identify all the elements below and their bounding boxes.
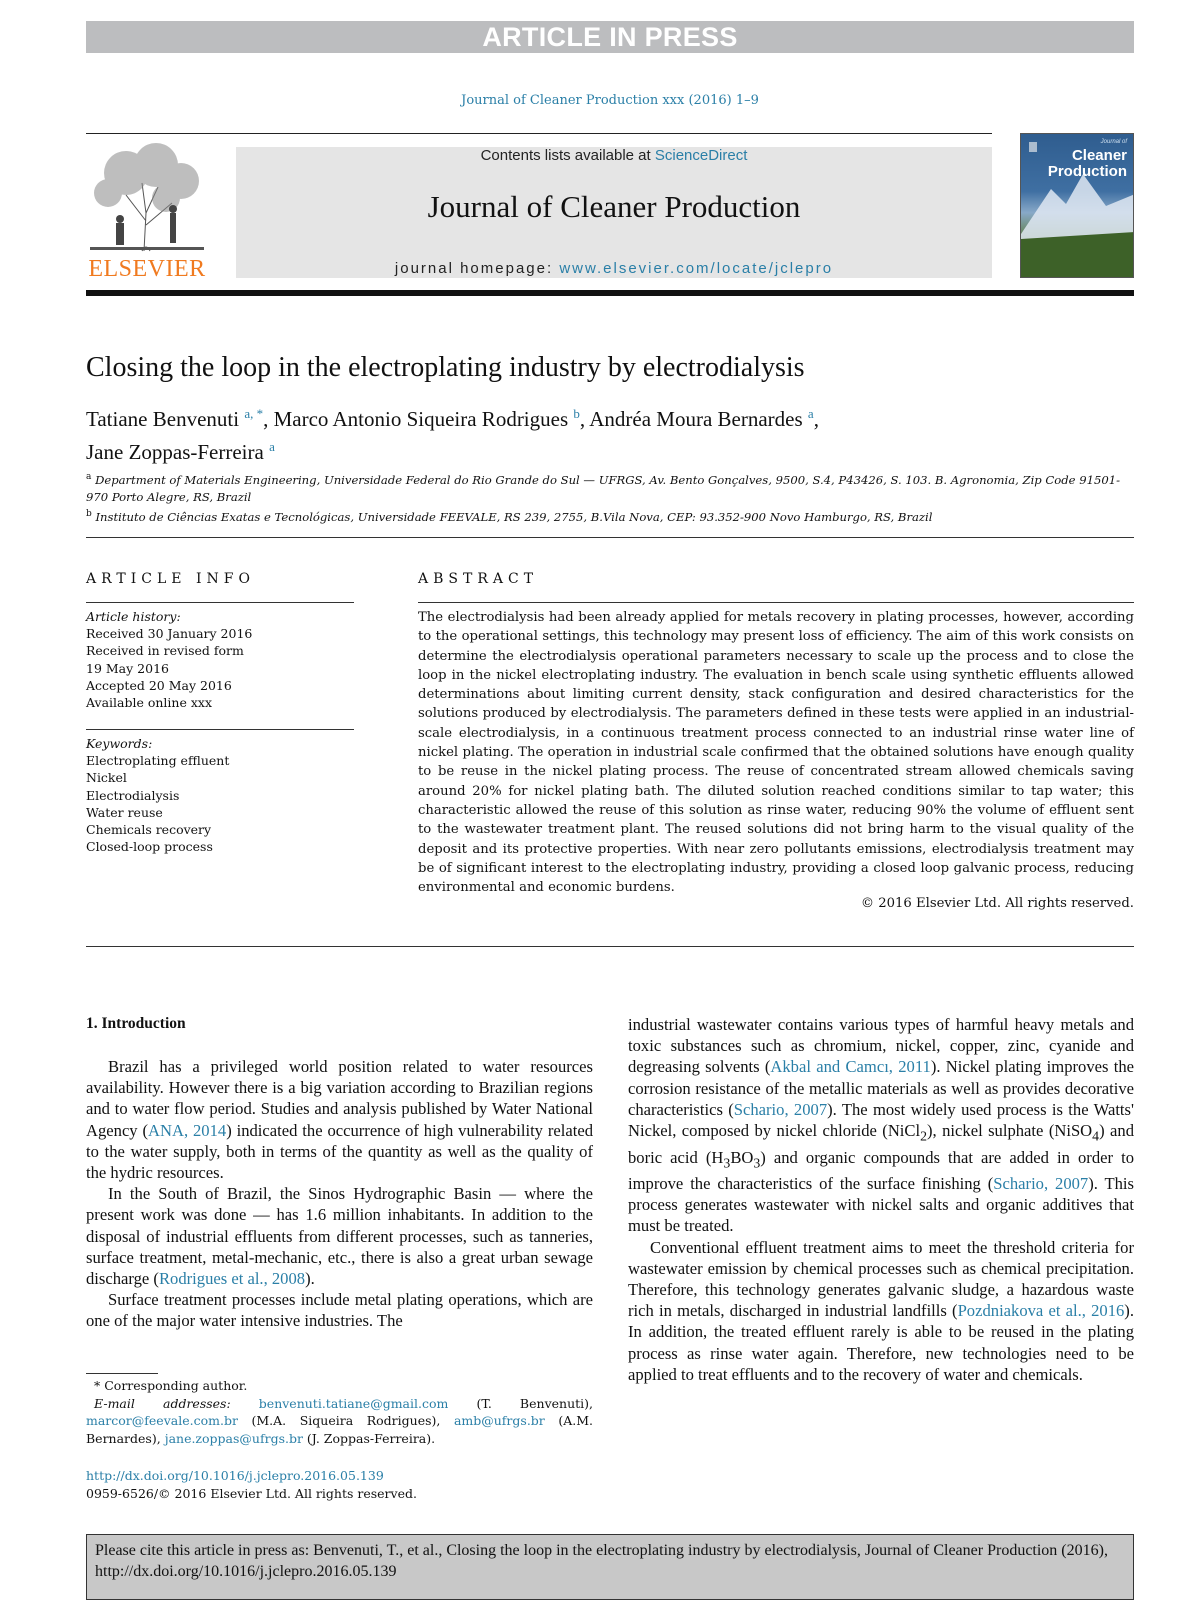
paragraph-text: ). Nickel plating improves the corrosion resistance of the metallic materials as well as provides decorative characteristics ( (628, 1057, 1134, 1119)
paragraph-text: Brazil has a privileged world position related to water resources availability. However there is a big variation according to Brazilian regions and to water flow period. Studies and analysis published by Water National Agency ( (86, 1057, 593, 1140)
paragraph-text: ). The most widely used process is the Watts' Nickel, composed by nickel chloride (NiCl (628, 1099, 1134, 1141)
history-item: Received in revised form (86, 643, 244, 659)
affiliation-divider (86, 537, 1134, 538)
paragraph-text: ) indicated the occurrence of high vulnerability related to the water supply, both in terms of the quantity as well as the quality of the hydric resources. (86, 1120, 593, 1183)
author-name: Tatiane Benvenuti (86, 407, 240, 431)
body-column-left (86, 1056, 593, 1332)
author-separator: , (579, 407, 590, 431)
author-separator: , (813, 407, 819, 431)
keyword-item: Chemicals recovery (86, 822, 212, 838)
keywords (86, 735, 354, 855)
affiliation-item (86, 469, 1134, 506)
author-list (86, 400, 1134, 466)
elsevier-wordmark: ELSEVIER (88, 256, 206, 282)
body-column-right (628, 1014, 1134, 1385)
homepage-prefix: journal homepage: (394, 260, 560, 277)
affiliation-item (86, 506, 1134, 526)
email-link[interactable]: amb@ufrgs.br (453, 1413, 545, 1428)
paragraph-text: ). In addition, the treated effluent rarely is able to be reused in the plating process as rinse water again. Therefore, new technologies need to be applied to treat effluents and to the recovery of water and chemicals. (628, 1301, 1134, 1384)
sciencedirect-link[interactable]: ScienceDirect (654, 147, 748, 164)
history-label: Article history: (86, 609, 181, 624)
doi-block (86, 1467, 593, 1502)
paragraph-text: ). This process generates wastewater with nickel salts and organic additives that must be treated. (628, 1174, 1134, 1236)
author-separator: , (263, 407, 274, 431)
article-info-heading: ARTICLE INFO (86, 571, 255, 587)
keyword-item: Nickel (86, 770, 127, 786)
email-owner: (M.A. Siqueira Rodrigues), (237, 1413, 454, 1428)
abstract-rule (418, 602, 1134, 603)
keyword-item: Electroplating effluent (86, 753, 230, 769)
author-name: Andréa Moura Bernardes (589, 407, 803, 431)
paragraph-text: In the South of Brazil, the Sinos Hydrographic Basin — where the present work was done — has 1.6 million inhabitants. In addition to the disposal of industrial effluents from different processes, such as tanneries, surface treatment, metal-mechanic, etc., there is also a great urban sewage discharge ( (86, 1184, 593, 1289)
history-item: Available online xxx (86, 695, 212, 711)
paragraph (628, 1237, 1134, 1385)
history-item: Received 30 January 2016 (86, 626, 253, 642)
doi-link[interactable]: http://dx.doi.org/10.1016/j.jclepro.2016.05.139 (86, 1468, 384, 1483)
email-link[interactable]: marcor@feevale.com.br (86, 1413, 238, 1428)
history-item: 19 May 2016 (86, 660, 169, 676)
issn-line: 0959-6526/© 2016 Elsevier Ltd. All rights reserved. (86, 1485, 417, 1501)
author-affiliation-marker[interactable]: a (269, 439, 275, 454)
author-name: Marco Antonio Siqueira Rodrigues (273, 407, 569, 431)
paragraph-text: industrial wastewater contains various types of harmful heavy metals and toxic substances such as chromium, nickel, copper, zinc, cyanide and degreasing solvents ( (628, 1015, 1134, 1077)
cover-subtitle: Journal of (1100, 139, 1127, 145)
journal-cover-image[interactable] (1020, 133, 1134, 278)
section-heading-introduction: 1. Introduction (86, 1015, 186, 1032)
email-owner: (J. Zoppas-Ferreira). (302, 1430, 436, 1446)
email-owner: (T. Benvenuti), (448, 1395, 593, 1411)
subscript: 3 (753, 1154, 761, 1170)
header-divider (86, 133, 992, 134)
elsevier-tree-icon (86, 143, 208, 255)
abstract-heading: ABSTRACT (418, 571, 539, 587)
paragraph: Surface treatment processes include metal plating operations, which are one of the major water intensive industries. The (86, 1290, 593, 1331)
keywords-label: Keywords: (86, 736, 153, 751)
citation-link[interactable]: Pozdniakova et al., 2016 (957, 1301, 1125, 1321)
citation-link[interactable]: Schario, 2007 (733, 1099, 828, 1119)
citation-link[interactable]: Rodrigues et al., 2008 (158, 1269, 306, 1289)
cover-title: Cleaner Production (1047, 147, 1127, 180)
keyword-item: Water reuse (86, 804, 163, 820)
footnotes (86, 1377, 593, 1447)
article-history (86, 608, 354, 711)
paragraph-text: ) and boric acid (H (628, 1121, 1135, 1167)
paragraph (86, 1183, 593, 1289)
author-affiliation-marker[interactable]: a, * (244, 406, 264, 421)
journal-masthead (236, 147, 992, 278)
abstract-divider (86, 946, 1134, 947)
subscript: 3 (723, 1154, 731, 1170)
paragraph-text: ) and organic compounds that are added in order to improve the characteristics of the surface finishing ( (628, 1147, 1134, 1194)
keywords-rule (86, 729, 354, 730)
author-name: Jane Zoppas-Ferreira (86, 440, 264, 464)
subscript: 4 (1092, 1128, 1100, 1144)
journal-reference-link[interactable]: Journal of Cleaner Production xxx (2016) 1–9 (461, 93, 759, 108)
paragraph-text: BO (730, 1147, 754, 1167)
paragraph-text: ). (305, 1269, 315, 1289)
author-affiliation-marker[interactable]: a (807, 406, 814, 421)
header-thick-rule (86, 290, 1134, 296)
journal-homepage-link[interactable]: www.elsevier.com/locate/jclepro (559, 260, 834, 277)
contents-available-line (236, 147, 992, 165)
article-info-rule (86, 602, 354, 603)
abstract-body: The electrodialysis had been already applied for metals recovery in plating processes, however, according to the operational settings, this technology may present loss of efficiency. The aim of this work consists on determine the electrodialysis operational parameters necessary to scale up the process and to close the loop in the nickel electroplating industry. The evaluation in bench scale using synthetic effluents allowed determinations about limiting current density, stack configuration and desired characteristics for the solutions produced by electrodialysis. The parameters defined in these tests were applied in an industrial-scale electrodialysis, in a continuous treatment process connected to an industrial rinse water line of nickel plating. The operation in industrial scale confirmed that the obtained solutions have enough quality to be reuse in the nickel plating process. The reuse of concentrated stream allowed chemicals saving around 20% for nickel plating bath. The diluted solution reached conditions similar to tap water; this characteristic allowed the reuse of this solution as rinse water, reducing 90% the volume of effluent sent to the wastewater treatment plant. The reused solutions did not bring harm to the visual quality of the deposit and its protective properties. With near zero pollutants emissions, electrodialysis treatment may be of significant interest to the electroplating industry, providing a closed loop galvanic process, reducing environmental and economic burdens. (418, 610, 1134, 896)
affiliation-text: Instituto de Ciências Exatas e Tecnológicas, Universidade FEEVALE, RS 239, 2755, B.Vila Nova, CEP: 93.352-900 Novo Hamburgo, RS, Brazil (95, 509, 933, 524)
history-item: Accepted 20 May 2016 (86, 677, 232, 693)
email-label: E-mail addresses: (94, 1395, 259, 1411)
keyword-item: Electrodialysis (86, 787, 180, 803)
elsevier-logo[interactable] (86, 143, 208, 283)
author-affiliation-marker[interactable]: b (573, 406, 580, 421)
paragraph-text: Conventional effluent treatment aims to meet the threshold criteria for wastewater emission by chemical processes such as chemical precipitation. Therefore, this technology generates galvanic sludge, a hazardous waste rich in metals, discharged in industrial landfills ( (628, 1237, 1134, 1321)
corresponding-author-note: * Corresponding author. (94, 1378, 248, 1393)
abstract-copyright: © 2016 Elsevier Ltd. All rights reserved. (860, 896, 1134, 911)
citation-link[interactable]: Schario, 2007 (993, 1174, 1089, 1194)
keyword-item: Closed-loop process (86, 839, 213, 855)
email-addresses-note (86, 1395, 593, 1448)
journal-homepage-line (236, 260, 992, 277)
email-link[interactable]: jane.zoppas@ufrgs.br (164, 1430, 303, 1446)
footnote-rule (86, 1373, 158, 1374)
article-title: Closing the loop in the electroplating industry by electrodialysis (86, 352, 805, 383)
affiliation-marker: a (86, 472, 92, 482)
email-link[interactable]: benvenuti.tatiane@gmail.com (258, 1395, 449, 1411)
paragraph-text: ), nickel sulphate (NiSO (927, 1121, 1093, 1141)
email-owner: (A.M. Bernardes), (86, 1413, 594, 1446)
paragraph (86, 1056, 593, 1183)
citation-link[interactable]: ANA, 2014 (148, 1120, 227, 1140)
affiliation-marker: b (86, 508, 92, 519)
contents-prefix: Contents lists available at (480, 147, 655, 164)
citation-link[interactable]: Akbal and Camcı, 2011 (770, 1057, 931, 1077)
affiliations (86, 469, 1134, 526)
affiliation-text: Department of Materials Engineering, Universidade Federal do Rio Grande do Sul — UFRGS, Av. Bento Gonçalves, 9500, S.4, P43426, S. 103. B. Agronomia, Zip Code 91501-970 Porto Alegre, RS, Brazil (86, 472, 1121, 504)
subscript: 2 (920, 1128, 928, 1144)
paragraph (628, 1014, 1134, 1237)
article-in-press-banner: ARTICLE IN PRESS (86, 21, 1134, 53)
journal-name: Journal of Cleaner Production (427, 189, 801, 224)
citation-notice-box: Please cite this article in press as: Benvenuti, T., et al., Closing the loop in the electroplating industry by electrodialysis, Journal of Cleaner Production (2016), http://dx.doi.org/10.1016/j.jclepro.2016.05.139 (86, 1534, 1134, 1600)
